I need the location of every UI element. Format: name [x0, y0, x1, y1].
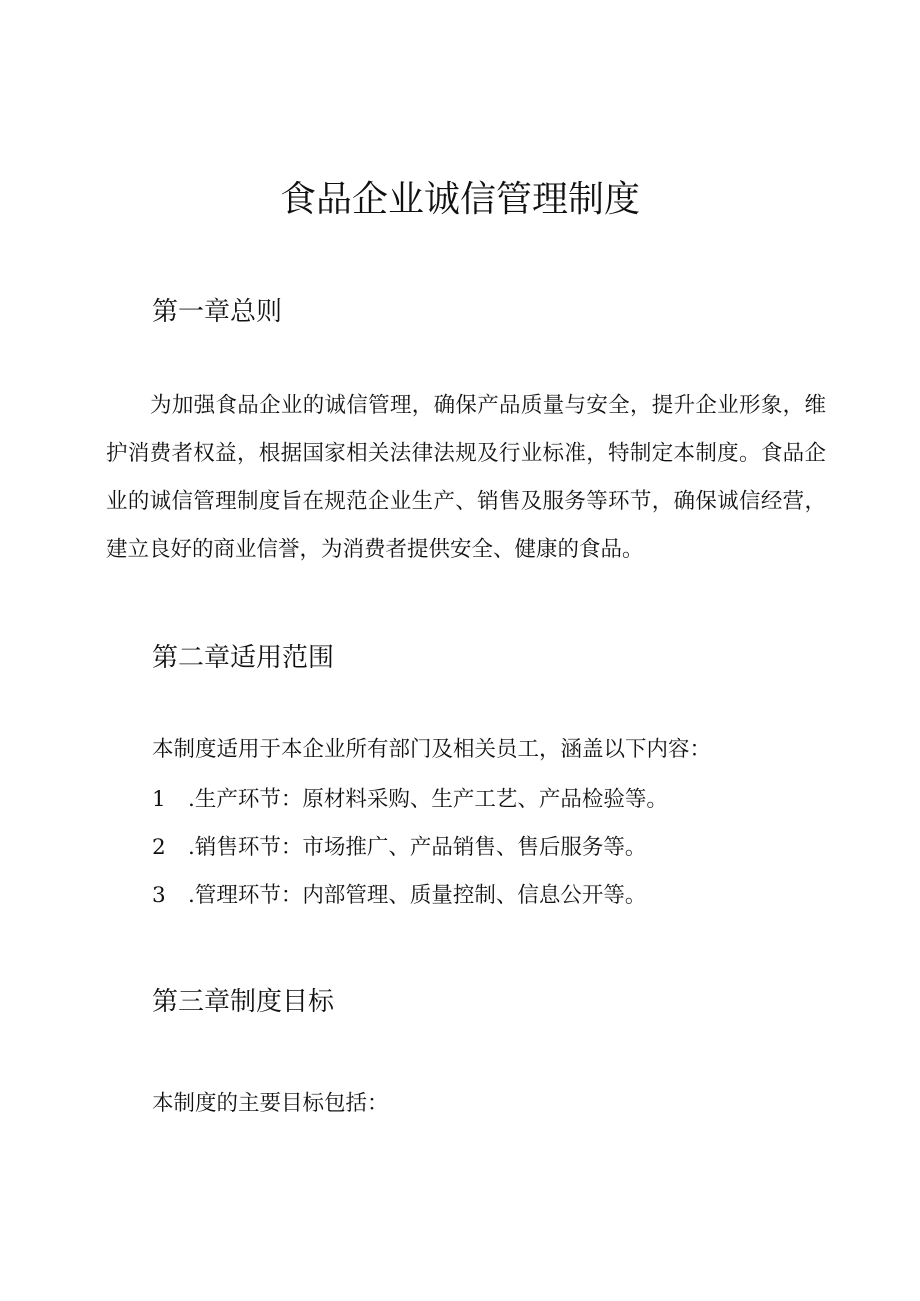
list-item-number: 2	[152, 835, 166, 860]
chapter-2-intro: 本制度适用于本企业所有部门及相关员工，涵盖以下内容：	[152, 737, 712, 762]
document-title: 食品企业诚信管理制度	[279, 179, 640, 220]
chapter-1-paragraph: 为加强食品企业的诚信管理，确保产品质量与安全，提升企业形象，维护消费者权益，根据国家相关法律法规及行业标准，特制定本制度。食品企业的诚信管理制度旨在规范企业生产、销售及服务等环节，确保诚信经营，建立良好的商业信誉，为消费者提供安全、健康的食品。	[106, 393, 826, 562]
list-item-text: .销售环节：市场推广、产品销售、售后服务等。	[188, 835, 647, 860]
chapter-3-heading: 第三章制度目标	[152, 987, 335, 1017]
list-item-text: .生产环节：原材料采购、生产工艺、产品检验等。	[188, 787, 668, 812]
chapter-1-heading: 第一章总则	[152, 297, 283, 327]
list-item-text: .管理环节：内部管理、质量控制、信息公开等。	[188, 883, 647, 908]
list-item	[152, 878, 646, 914]
chapter-2-heading: 第二章适用范围	[152, 643, 335, 673]
chapter-3-intro: 本制度的主要目标包括：	[152, 1091, 389, 1116]
list-item-number: 1	[152, 787, 166, 812]
list-item	[152, 830, 646, 866]
list-item-number: 3	[152, 883, 166, 908]
list-item	[152, 782, 668, 818]
